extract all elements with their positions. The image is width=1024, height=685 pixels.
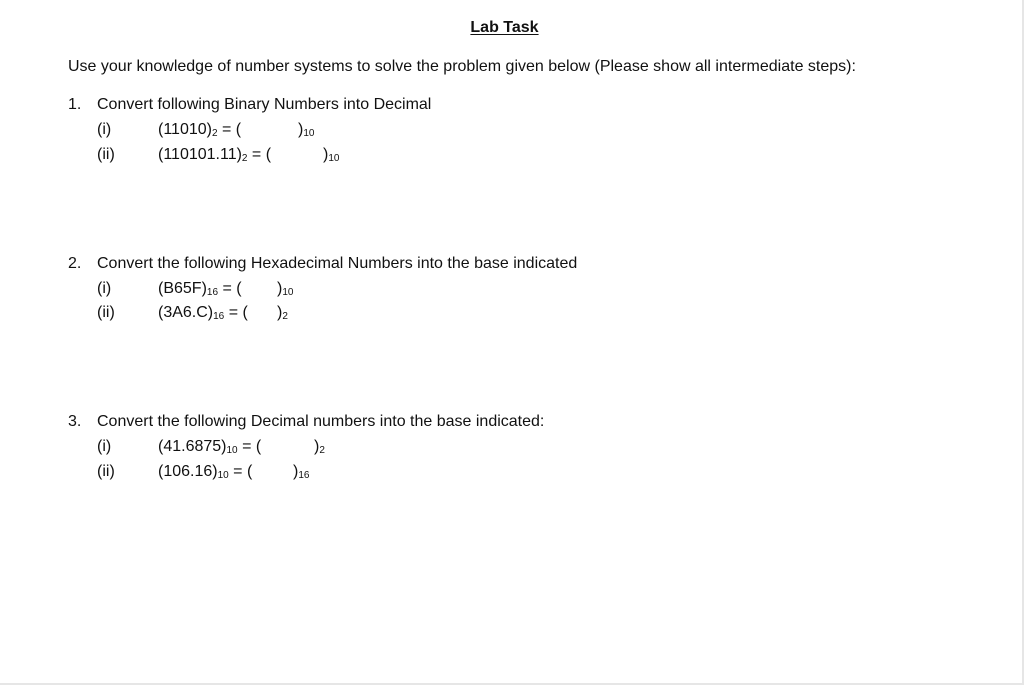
question-number: 2.	[68, 255, 82, 272]
item-answer-close: )$_2$	[277, 304, 288, 322]
page-title: Lab Task	[470, 19, 539, 36]
item-expression: $(41.6875)_{10}$ = (	[158, 438, 262, 456]
question-text: Convert the following Hexadecimal Numbers into the base indicated	[97, 255, 578, 272]
question-number: 3.	[68, 413, 82, 430]
item-answer-close: )$_{16}$	[293, 463, 310, 481]
item-roman: (i)	[97, 121, 112, 138]
item-answer-close: )$_{10}$	[277, 280, 294, 298]
item-answer-close: )$_{10}$	[323, 146, 340, 164]
item-expression: $(3A6.C)_{16}$ = (	[158, 304, 248, 322]
item-answer-close: )$_2$	[314, 438, 325, 456]
item-expression: $(110101.11)_2$ = (	[158, 146, 272, 164]
question-text: Convert following Binary Numbers into Decimal	[97, 96, 432, 113]
item-expression: $(11010)_2$ = (	[158, 121, 242, 139]
question-text: Convert the following Decimal numbers into the base indicated:	[97, 413, 545, 430]
item-roman: (i)	[97, 280, 112, 297]
item-roman: (ii)	[97, 463, 115, 480]
item-expression: $(B65F)_{16}$ = (	[158, 280, 242, 298]
item-expression: $(106.16)_{10}$ = (	[158, 463, 253, 481]
question-number: 1.	[68, 96, 82, 113]
item-roman: (ii)	[97, 304, 115, 321]
instructions-text: Use your knowledge of number systems to solve the problem given below (Please show all intermediate steps):	[68, 58, 856, 75]
item-answer-close: )$_{10}$	[298, 121, 315, 139]
item-roman: (ii)	[97, 146, 115, 163]
item-roman: (i)	[97, 438, 112, 455]
